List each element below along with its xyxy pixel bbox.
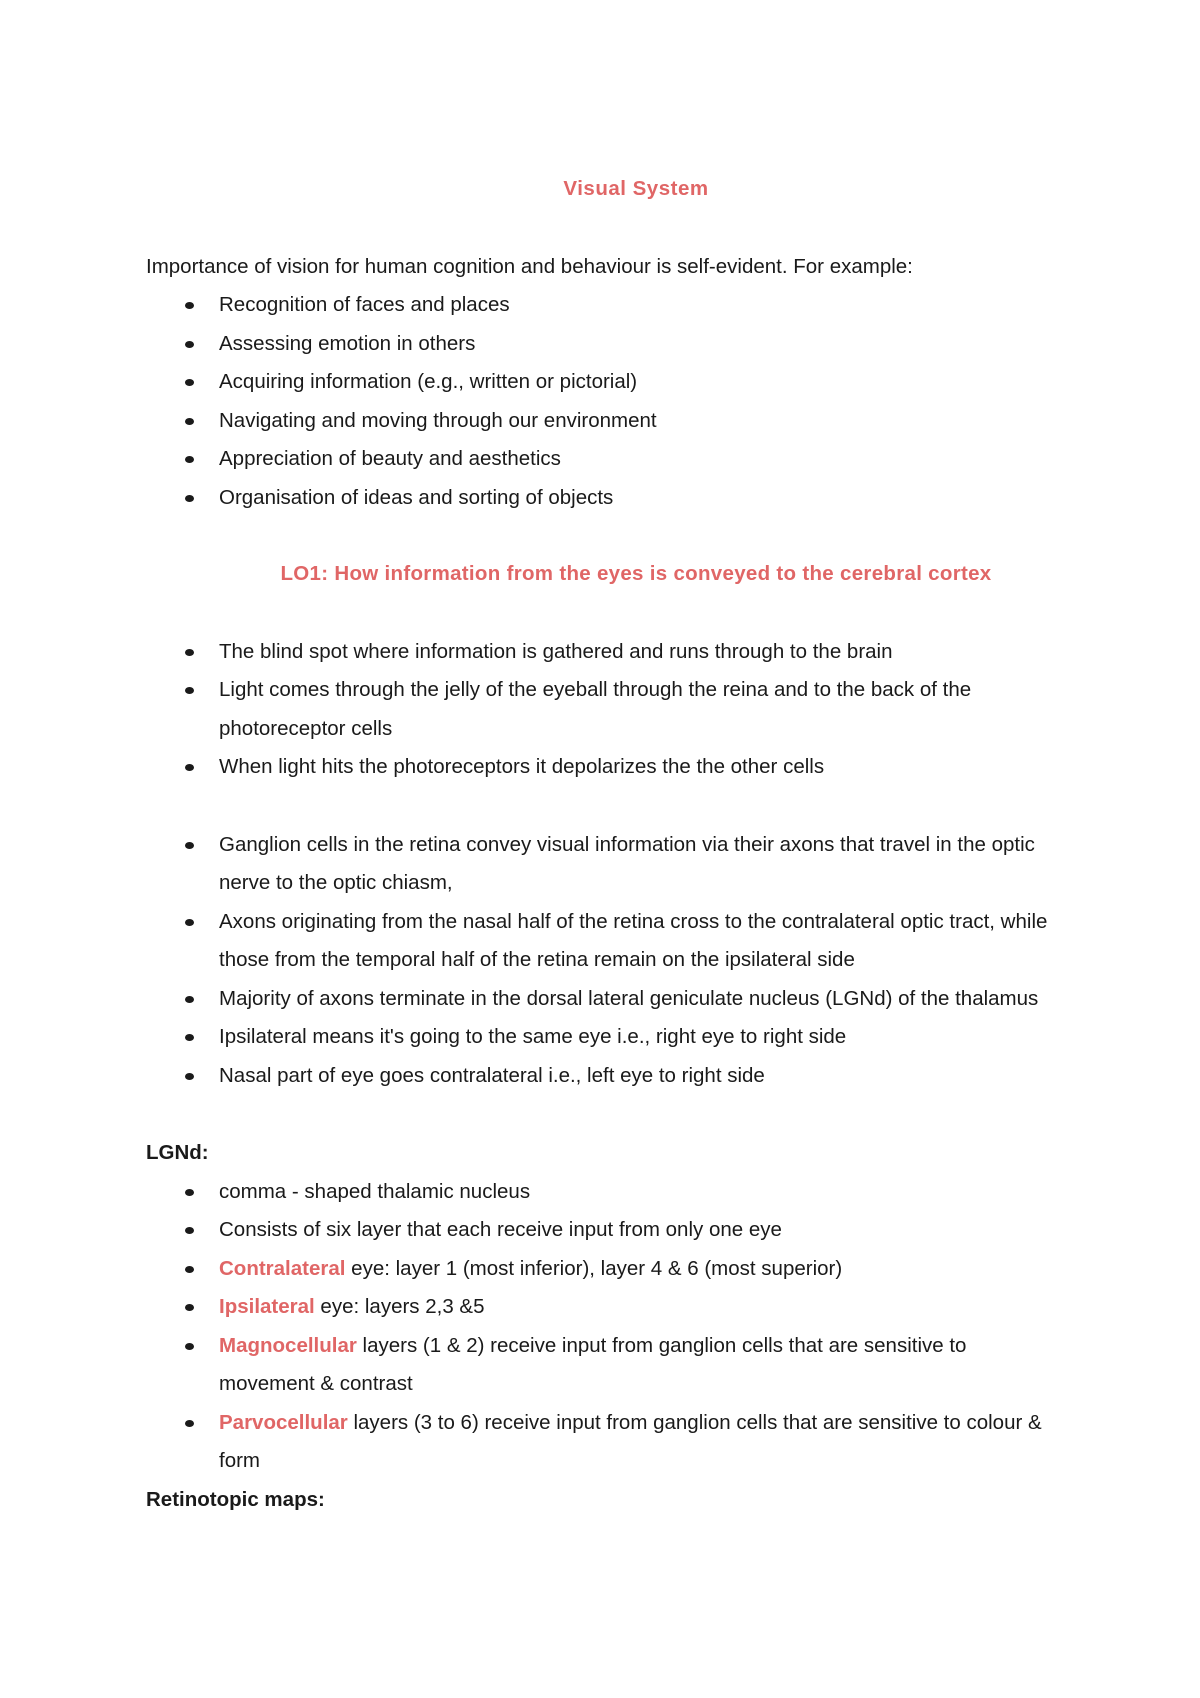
highlight-term: Contralateral — [219, 1256, 346, 1280]
bullet-icon — [185, 996, 194, 1003]
list-item — [146, 1057, 1066, 1096]
list-item-text: Consists of six layer that each receive input from only one eye — [219, 1218, 782, 1241]
list-item-text: When light hits the photoreceptors it depolarizes the the other cells — [219, 755, 825, 778]
list-item — [146, 1250, 1066, 1289]
lo1-list-a — [146, 633, 1066, 787]
list-item — [146, 363, 1066, 402]
spacer — [146, 209, 1066, 248]
list-item-text: Acquiring information (e.g., written or pictorial) — [219, 370, 638, 393]
list-item — [146, 980, 1066, 1019]
lgnd-list — [146, 1173, 1066, 1481]
spacer — [146, 517, 1066, 555]
bullet-icon — [185, 495, 194, 502]
bullet-icon — [185, 379, 194, 386]
bullet-icon — [185, 418, 194, 425]
bullet-icon — [185, 456, 194, 463]
list-item — [146, 903, 1066, 980]
intro-list — [146, 286, 1066, 517]
list-item-text: Ipsilateral means it's going to the same eye i.e., right eye to right side — [219, 1025, 847, 1048]
list-item-text: eye: layers 2,3 &5 — [314, 1295, 485, 1318]
bullet-icon — [185, 687, 194, 694]
bullet-icon — [185, 1189, 194, 1196]
bullet-icon — [185, 842, 194, 849]
list-item-text: comma - shaped thalamic nucleus — [219, 1179, 531, 1203]
intro-paragraph: Importance of vision for human cognition and behaviour is self-evident. For example: — [146, 254, 913, 278]
list-item — [146, 826, 1066, 903]
list-item — [146, 633, 1066, 672]
bullet-icon — [185, 1304, 194, 1311]
list-item-text: The blind spot where information is gathered and runs through to the brain — [219, 639, 893, 663]
highlight-term: Ipsilateral — [219, 1295, 315, 1318]
bullet-icon — [185, 302, 194, 309]
list-item — [146, 286, 1066, 325]
bullet-icon — [185, 1073, 194, 1080]
list-item — [146, 1018, 1066, 1057]
bullet-icon — [185, 919, 194, 926]
spacer — [146, 594, 1066, 633]
document-page — [146, 170, 1066, 1519]
lo1-heading: LO1: How information from the eyes is conveyed to the cerebral cortex — [280, 562, 992, 585]
list-item — [146, 325, 1066, 364]
list-item — [146, 1288, 1066, 1327]
list-item-text: eye: layer 1 (most inferior), layer 4 & 6 (most superior) — [345, 1256, 843, 1280]
list-item — [146, 1327, 1066, 1404]
list-item-text: Recognition of faces and places — [219, 293, 510, 316]
bullet-icon — [185, 764, 194, 771]
list-item — [146, 402, 1066, 441]
list-item-text: layers (3 to 6) receive input from ganglion cells that are sensitive to colour & form — [219, 1410, 1042, 1472]
bullet-icon — [185, 341, 194, 348]
list-item-text: Organisation of ideas and sorting of objects — [219, 485, 614, 509]
list-item-text: Assessing emotion in others — [219, 331, 476, 355]
page-title: Visual System — [563, 177, 709, 200]
list-item — [146, 1211, 1066, 1250]
highlight-term: Parvocellular — [219, 1410, 348, 1434]
bullet-icon — [185, 649, 194, 656]
list-item — [146, 671, 1066, 748]
list-item — [146, 748, 1066, 787]
list-item — [146, 1404, 1066, 1481]
spacer — [146, 787, 1066, 826]
lgnd-heading: LGNd: — [146, 1141, 209, 1164]
list-item-text: Nasal part of eye goes contralateral i.e., left eye to right side — [219, 1063, 765, 1087]
lo1-list-b — [146, 826, 1066, 1096]
bullet-icon — [185, 1227, 194, 1234]
list-item-text: Axons originating from the nasal half of the retina cross to the contralateral optic tract, while those from the temporal half of the retina remain on the ipsilateral side — [219, 909, 1048, 971]
retinotopic-heading: Retinotopic maps: — [146, 1487, 325, 1511]
list-item-text: layers (1 & 2) receive input from ganglion cells that are sensitive to movement & contrast — [219, 1333, 967, 1395]
list-item-text: Light comes through the jelly of the eyeball through the reina and to the back of the photoreceptor cells — [219, 678, 972, 740]
bullet-icon — [185, 1420, 194, 1427]
list-item-text: Ganglion cells in the retina convey visual information via their axons that travel in the optic nerve to the optic chiasm, — [219, 832, 1035, 894]
bullet-icon — [185, 1343, 194, 1350]
list-item — [146, 440, 1066, 479]
spacer — [146, 1095, 1066, 1134]
bullet-icon — [185, 1034, 194, 1041]
list-item-text: Navigating and moving through our environment — [219, 408, 657, 432]
list-item — [146, 479, 1066, 518]
list-item-text: Appreciation of beauty and aesthetics — [219, 447, 561, 470]
list-item-text: Majority of axons terminate in the dorsal lateral geniculate nucleus (LGNd) of the thalamus — [219, 986, 1039, 1010]
bullet-icon — [185, 1266, 194, 1273]
list-item — [146, 1173, 1066, 1212]
highlight-term: Magnocellular — [219, 1333, 357, 1357]
